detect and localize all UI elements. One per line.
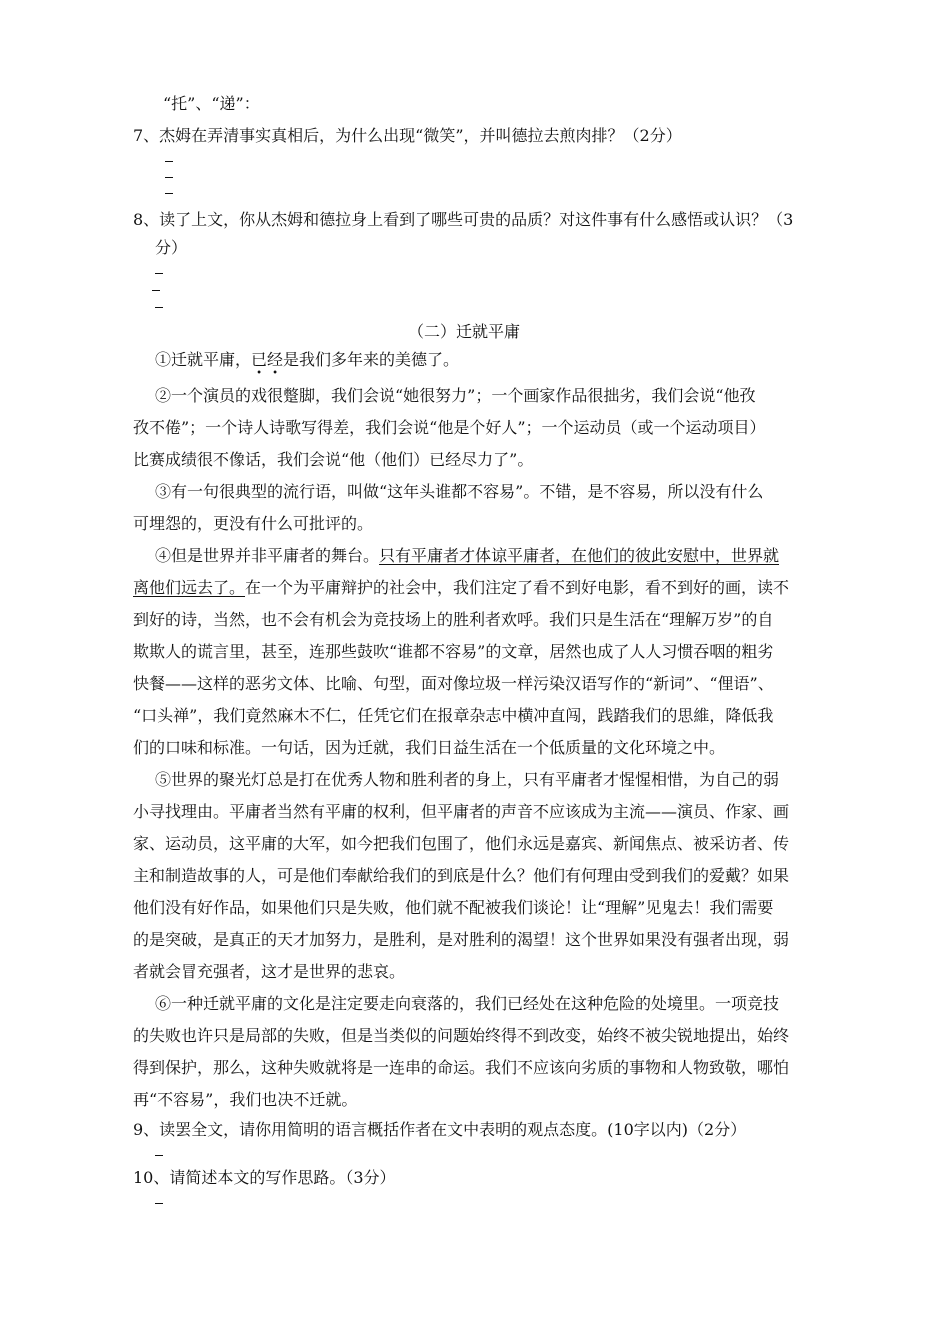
paragraph-3-line: ③有一句很典型的流行语，叫做“这年头谁都不容易”。不错，是不容易，所以没有什么 bbox=[155, 482, 764, 501]
paragraph-1 bbox=[155, 350, 459, 370]
paragraph-5-line: 他们没有好作品，如果他们只是失败，他们就不配被我们谈论！让“理解”见鬼去！我们需要 bbox=[133, 898, 774, 917]
question-8-line1: 8、读了上文，你从杰姆和德拉身上看到了哪些可贵的品质？对这件事有什么感悟或认识？（3 bbox=[133, 210, 794, 229]
paragraph-3-line: 可埋怨的，更没有什么可批评的。 bbox=[133, 514, 374, 533]
paragraph-6-line: 再“不容易”，我们也决不迁就。 bbox=[133, 1090, 358, 1109]
answer-blank[interactable] bbox=[165, 177, 173, 178]
dotted-char: 经 bbox=[267, 350, 284, 369]
paragraph-6-line: ⑥一种迁就平庸的文化是注定要走向衰落的，我们已经处在这种危险的处境里。一项竞技 bbox=[155, 994, 780, 1013]
answer-blank[interactable] bbox=[165, 161, 173, 162]
p1-part-a: ①迁就平庸， bbox=[155, 350, 252, 369]
answer-blank[interactable] bbox=[155, 307, 163, 308]
paragraph-4-line: 快餐——这样的恶劣文体、比喻、句型，面对像垃圾一样污染汉语写作的“新词”、“俚语”、 bbox=[133, 674, 774, 693]
paragraph-2-line: ②一个演员的戏很蹩脚，我们会说“她很努力”；一个画家作品很拙劣，我们会说“他孜 bbox=[155, 386, 756, 405]
paragraph-5-line: 主和制造故事的人，可是他们奉献给我们的到底是什么？他们有何理由受到我们的爱戴？如果 bbox=[133, 866, 790, 885]
section-title: （二）迁就平庸 bbox=[408, 322, 521, 341]
paragraph-2-line: 比赛成绩很不像话，我们会说“他（他们）已经尽力了”。 bbox=[133, 450, 534, 469]
paragraph-4-line: 们的口味和标准。一句话，因为迁就，我们日益生活在一个低质量的文化环境之中。 bbox=[133, 738, 726, 757]
paragraph-5-line: 者就会冒充强者，这才是世界的悲哀。 bbox=[133, 962, 406, 981]
paragraph-5-line: ⑤世界的聚光灯总是打在优秀人物和胜利者的身上，只有平庸者才惺惺相惜，为自己的弱 bbox=[155, 770, 780, 789]
question-10: 10、请简述本文的写作思路。（3分） bbox=[133, 1168, 396, 1187]
question-8-line2: 分） bbox=[155, 238, 188, 257]
underlined-sentence: 离他们远去了。 bbox=[133, 578, 246, 597]
question-9: 9、读罢全文，请你用简明的语言概括作者在文中表明的观点态度。(10字以内)（2分） bbox=[133, 1120, 747, 1139]
p4-plain: ④但是世界并非平庸者的舞台。 bbox=[155, 546, 380, 565]
paragraph-4-line: 欺欺人的谎言里，甚至，连那些鼓吹“谁都不容易”的文章，居然也成了人人习惯吞咽的粗劣 bbox=[133, 642, 774, 661]
p1-part-d: 是我们多年来的美德了。 bbox=[283, 350, 460, 369]
answer-blank[interactable] bbox=[152, 290, 160, 291]
underlined-sentence: 只有平庸者才体谅平庸者，在他们的彼此安慰中，世界就 bbox=[379, 546, 780, 565]
answer-blank[interactable] bbox=[155, 1203, 163, 1204]
q6-tail: “托”、“递”： bbox=[163, 94, 260, 113]
answer-blank[interactable] bbox=[165, 193, 173, 194]
p4-plain: 在一个为平庸辩护的社会中，我们注定了看不到好电影，看不到好的画，读不 bbox=[245, 578, 790, 597]
paragraph-6-line: 的失败也许只是局部的失败，但是当类似的问题始终得不到改变，始终不被尖锐地提出，始终 bbox=[133, 1026, 790, 1045]
paragraph-4-line: 到好的诗，当然，也不会有机会为竞技场上的胜利者欢呼。我们只是生活在“理解万岁”的自 bbox=[133, 610, 774, 629]
paragraph-4-line bbox=[133, 578, 789, 598]
question-7: 7、杰姆在弄清事实真相后，为什么出现“微笑”，并叫德拉去煎肉排？（2分） bbox=[133, 126, 682, 145]
paragraph-5-line: 家、运动员，这平庸的大军，如今把我们包围了，他们永远是嘉宾、新闻焦点、被采访者、传 bbox=[133, 834, 790, 853]
answer-blank[interactable] bbox=[155, 273, 163, 274]
paragraph-6-line: 得到保护，那么，这种失败就将是一连串的命运。我们不应该向劣质的事物和人物致敬，哪怕 bbox=[133, 1058, 790, 1077]
paragraph-5-line: 的是突破，是真正的天才加努力，是胜利，是对胜利的渴望！这个世界如果没有强者出现，弱 bbox=[133, 930, 790, 949]
answer-blank[interactable] bbox=[155, 1155, 163, 1156]
paragraph-2-line: 孜不倦”；一个诗人诗歌写得差，我们会说“他是个好人”；一个运动员（或一个运动项目） bbox=[133, 418, 766, 437]
dotted-char: 已 bbox=[251, 350, 268, 369]
paragraph-4-line bbox=[155, 546, 779, 566]
paragraph-4-line: “口头禅”，我们竟然麻木不仁，任凭它们在报章杂志中横冲直闯，践踏我们的思維，降低我 bbox=[133, 706, 774, 725]
paragraph-5-line: 小寻找理由。平庸者当然有平庸的权利，但平庸者的声音不应该成为主流——演员、作家、画 bbox=[133, 802, 790, 821]
